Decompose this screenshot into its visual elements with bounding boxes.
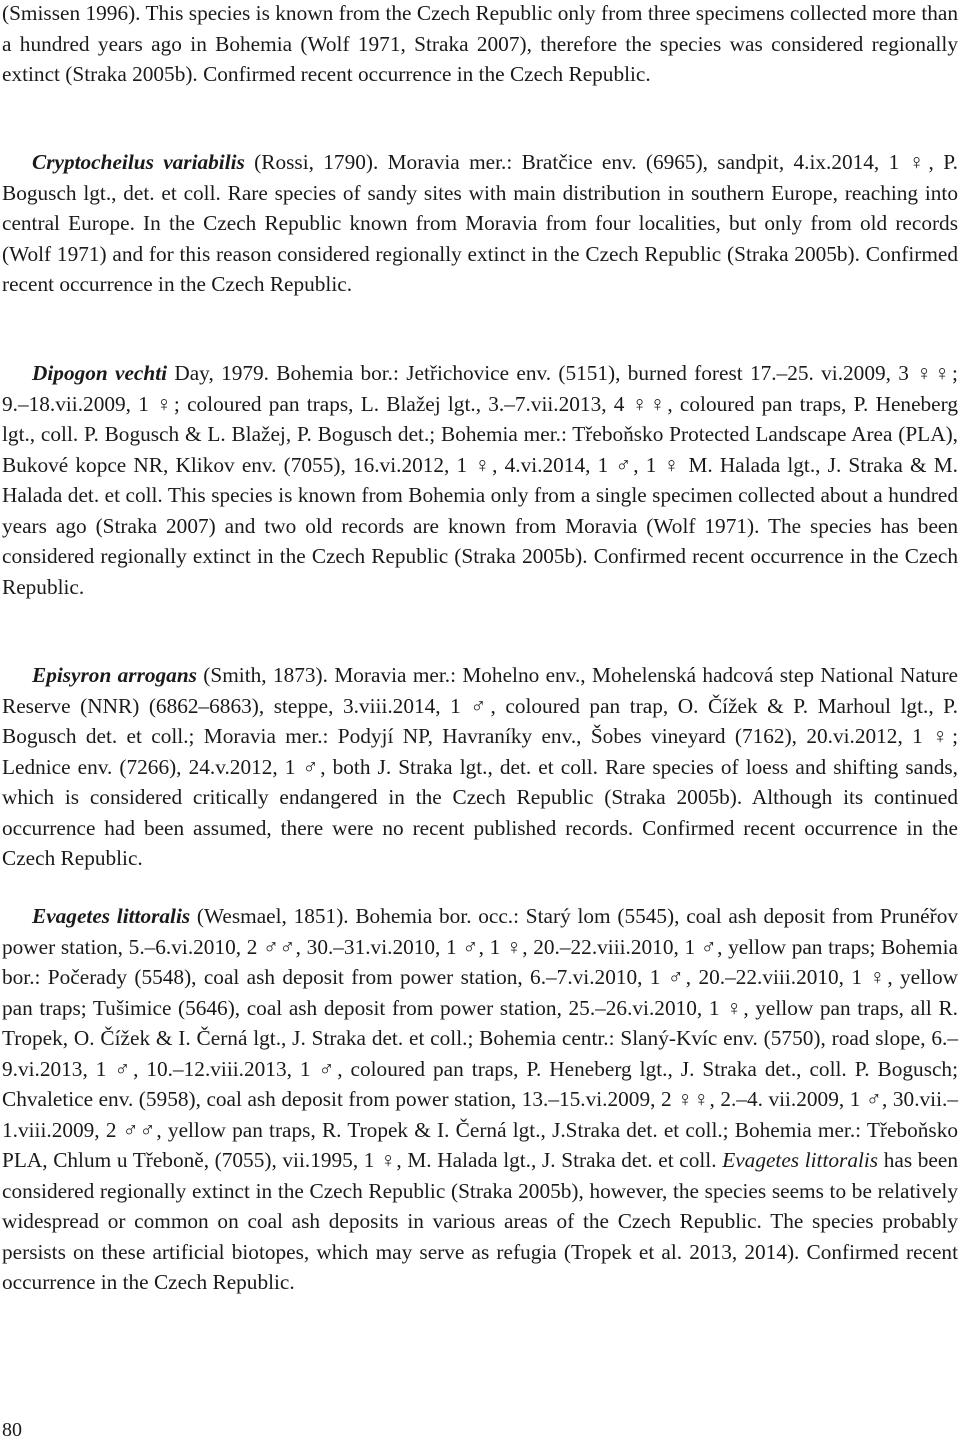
page-number: 80	[2, 1419, 22, 1441]
paragraph-episyron-arrogans	[2, 660, 958, 874]
paragraph-text: has been considered regionally extinct in the Czech Republic (Straka 2005b), however, the species seems to be relatively widespread or common on coal ash deposits in various areas of the Czech Republic. The species probably persists on these artificial biotopes, which may serve as refugia (Tropek et al. 2013, 2014). Confirmed recent occurrence in the Czech Republic.	[2, 1148, 958, 1294]
paragraph-dipogon-vechti	[2, 358, 958, 602]
paragraph-text: (Rossi, 1790). Moravia mer.: Bratčice env. (6965), sandpit, 4.ix.2014, 1 ♀, P. Bogusch lgt., det. et coll. Rare species of sandy sites with main distribution in southern Europe, reaching into central Europe. In the Czech Republic known from Moravia from four localities, but only from old records (Wolf 1971) and for this reason considered regionally extinct in the Czech Republic (Straka 2005b). Confirmed recent occurrence in the Czech Republic.	[2, 150, 958, 296]
species-name: Dipogon vechti	[32, 361, 168, 385]
species-name: Cryptocheilus variabilis	[32, 150, 245, 174]
paragraph-text: Day, 1979. Bohemia bor.: Jetřichovice env. (5151), burned forest 17.–25. vi.2009, 3 ♀♀; 9.–18.vii.2009, 1 ♀; coloured pan traps, L. Blažej lgt., 3.–7.vii.2013, 4 ♀♀, coloured pan traps, P. Heneberg lgt., coll. P. Bogusch & L. Blažej, P. Bogusch det.; Bohemia mer.: Třeboňsko Protected Landscape Area (PLA), Bukové kopce NR, Klikov env. (7055), 16.vi.2012, 1 ♀, 4.vi.2014, 1 ♂, 1 ♀ M. Halada lgt., J. Straka & M. Halada det. et coll. This species is known from Bohemia only from a single specimen collected about a hundred years ago (Straka 2007) and two old records are known from Moravia (Wolf 1971). The species has been considered regionally extinct in the Czech Republic (Straka 2005b). Confirmed recent occurrence in the Czech Republic.	[2, 361, 958, 599]
species-name-inline: Evagetes littoralis	[722, 1148, 879, 1172]
species-name: Evagetes littoralis	[32, 904, 191, 928]
paragraph-evagetes-littoralis	[2, 901, 958, 1298]
paragraph-smissen-continuation: (Smissen 1996). This species is known from the Czech Republic only from three specimens collected more than a hundred years ago in Bohemia (Wolf 1971, Straka 2007), therefore the species was considered regionally extinct (Straka 2005b). Confirmed recent occurrence in the Czech Republic.	[2, 1, 958, 86]
species-name: Episyron arrogans	[32, 663, 197, 687]
paragraph-text: (Smith, 1873). Moravia mer.: Mohelno env., Mohelenská hadcová step National Nature Reserve (NNR) (6862–6863), steppe, 3.viii.2014, 1 ♂, coloured pan trap, O. Čížek & P. Marhoul lgt., P. Bogusch det. et coll.; Moravia mer.: Podyjí NP, Havraníky env., Šobes vineyard (7162), 20.vi.2012, 1 ♀; Lednice env. (7266), 24.v.2012, 1 ♂, both J. Straka lgt., det. et coll. Rare species of loess and shifting sands, which is considered critically endangered in the Czech Republic (Straka 2005b). Although its continued occurrence had been assumed, there were no recent published records. Confirmed recent occurrence in the Czech Republic.	[2, 663, 959, 870]
paragraph-text: (Wesmael, 1851). Bohemia bor. occ.: Starý lom (5545), coal ash deposit from Prunéřov power station, 5.–6.vi.2010, 2 ♂♂, 30.–31.vi.2010, 1 ♂, 1 ♀, 20.–22.viii.2010, 1 ♂, yellow pan traps; Bohemia bor.: Počerady (5548), coal ash deposit from power station, 6.–7.vi.2010, 1 ♂, 20.–22.viii.2010, 1 ♀, yellow pan traps; Tušimice (5646), coal ash deposit from power station, 25.–26.vi.2010, 1 ♀, yellow pan traps, all R. Tropek, O. Čížek & I. Černá lgt., J. Straka det. et coll.; Bohemia centr.: Slaný-Kvíc env. (5750), road slope, 6.–9.vi.2013, 1 ♂, 10.–12.viii.2013, 1 ♂, coloured pan traps, P. Heneberg lgt., J. Straka det., coll. P. Bogusch; Chvaletice env. (5958), coal ash deposit from power station, 13.–15.vi.2009, 2 ♀♀, 2.–4. vii.2009, 1 ♂, 30.vii.–1.viii.2009, 2 ♂♂, yellow pan traps, R. Tropek & I. Černá lgt., J.Straka det. et coll.; Bohemia mer.: Třeboňsko PLA, Chlum u Třeboně, (7055), vii.1995, 1 ♀, M. Halada lgt., J. Straka det. et coll.	[2, 904, 958, 1172]
paragraph-cryptocheilus-variabilis	[2, 147, 958, 300]
